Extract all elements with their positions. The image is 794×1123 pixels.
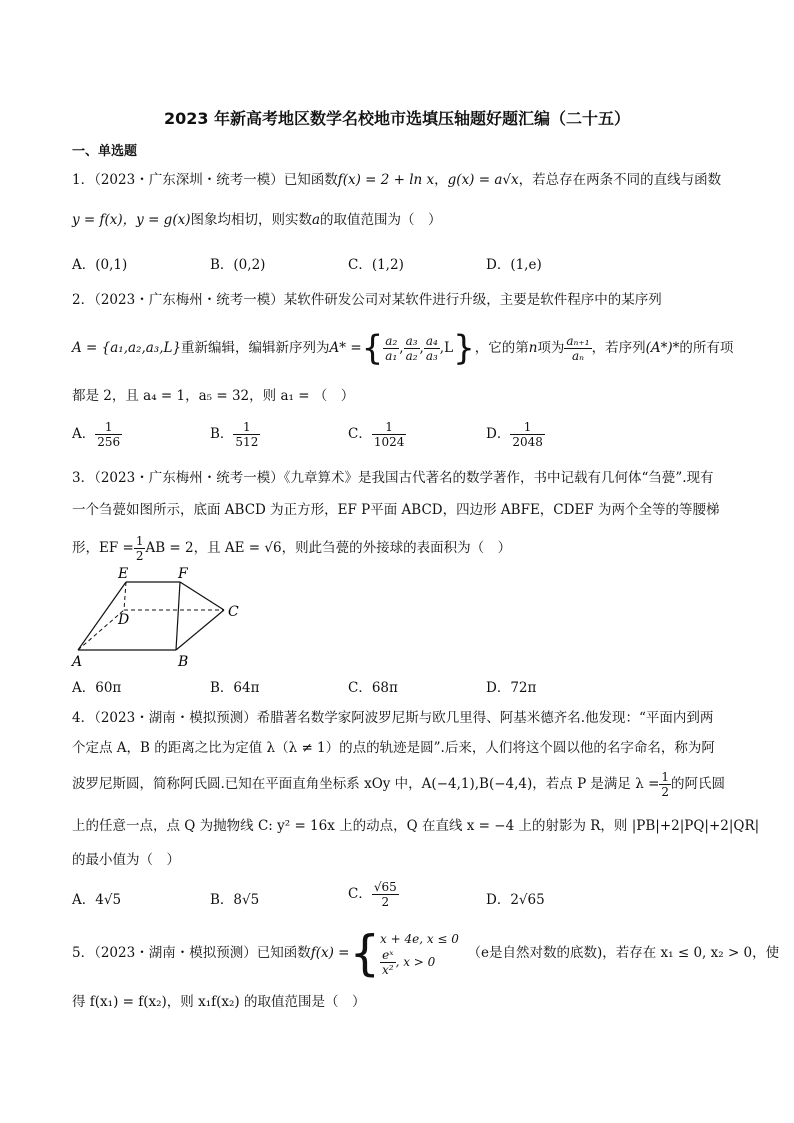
- q3-choice-d: D．72π: [486, 680, 537, 696]
- q5-case2: $\frac{\text{eˣ}}{\text{x²}}$ , x > 0: [382, 948, 436, 977]
- left-brace-icon: {: [361, 328, 384, 369]
- q2-frac-3: $\frac{\text{a₄}}{\text{a₃}}$: [425, 334, 438, 363]
- q1-choice-b: B．(0,2): [210, 257, 266, 273]
- q2-choice-b: B． $\frac{1}{512}$: [210, 420, 259, 449]
- q4-choice-a: A．4√5: [72, 892, 122, 908]
- q1-choices: [72, 253, 722, 273]
- q1-g-expr: g(x) = a√x: [447, 172, 519, 188]
- q1-stem-2: 图象均相切，则实数: [190, 212, 312, 228]
- q1-choice-d: D．(1,e): [486, 257, 542, 273]
- q3-figure: [68, 566, 258, 670]
- q2-text-a: 重新编辑，编辑新序列为: [181, 340, 330, 356]
- q1-functions: y = f(x)，y = g(x): [72, 212, 191, 228]
- q2-text-d: ，若序列: [591, 340, 646, 356]
- q2-text-f: 的所有项: [679, 340, 734, 356]
- q3-frac: $\frac{1}{2}$: [135, 534, 144, 563]
- edge-ed-hidden: [124, 582, 126, 610]
- q4-line2: 个定点 A，B 的距离之比为定值 λ（λ ≠ 1）的点的轨迹是圆”.后来，人们将这个圆以他的名字命名，称为阿: [72, 740, 715, 756]
- q3-line2: 一个刍甍如图所示，底面 ABCD 为正方形，EF P平面 ABCD，四边形 ABFE，CDEF 为两个全等的等腰梯: [72, 502, 720, 518]
- q3-text-a: 形，EF =: [72, 540, 134, 556]
- q3-line3: [72, 530, 722, 566]
- q5-line2: 得 f(x₁) = f(x₂)，则 x₁f(x₂) 的取值范围是（ ）: [72, 994, 366, 1010]
- q3-choices: [72, 676, 722, 696]
- q1-stem-mid: ，若总存在两条不同的直线与函数: [518, 172, 722, 188]
- label-d: D: [118, 612, 130, 628]
- q2-seq-star: A* =: [329, 340, 362, 356]
- q2-choice-c: C． $\frac{1}{1024}$: [348, 420, 405, 449]
- q2-frac-2: $\frac{\text{a₃}}{\text{a₂}}$: [405, 334, 418, 363]
- q2-choice-a: A． $\frac{1}{256}$: [72, 420, 121, 449]
- label-b: B: [178, 654, 189, 670]
- q4-choice-b: B．8√5: [210, 892, 260, 908]
- q4-text-b: 的阿氏圆: [671, 776, 726, 792]
- q3-line1: 3．（2023・广东梅州・统考一模）《九章算术》是我国古代著名的数学著作，书中记载有几何体“刍甍”.现有: [72, 470, 714, 486]
- section-heading: 一、单选题: [72, 144, 138, 159]
- q5-cases: [380, 930, 459, 977]
- q2-line1: 2．（2023・广东梅州・统考一模）某软件研发公司对某软件进行升级，主要是软件程序中的某序列: [72, 292, 662, 308]
- edge-bc: [176, 610, 224, 650]
- q1-line1: 1．（2023・广东深圳・统考一模）已知函数f(x) = 2 + ln x，g(x) = a√x，若总存在两条不同的直线与函数: [72, 172, 722, 188]
- q2-choice-d: D． $\frac{1}{2048}$: [486, 420, 543, 449]
- q4-line4: 上的任意一点，点 Q 为抛物线 C: y² = 16x 上的动点，Q 在直线 x = −4 上的射影为 R，则 |PB|+2|PQ|+2|QR|: [72, 818, 760, 834]
- q2-tail: ,L: [439, 340, 454, 356]
- q3-text-b: AB = 2，且 AE = √6，则此刍甍的外接球的表面积为（ ）: [145, 540, 512, 556]
- edge-fc: [180, 582, 224, 610]
- q4-choice-d: D．2√65: [486, 892, 545, 908]
- q1-stem-end: 的取值范围为（ ）: [320, 212, 442, 228]
- q2-seq-double-star: (A*)*: [645, 340, 680, 356]
- q5-prefix: 5．（2023・湖南・模拟预测）已知函数: [72, 945, 311, 961]
- label-c: C: [228, 604, 239, 620]
- label-a: A: [72, 654, 83, 670]
- q2-text-c: 项为: [537, 340, 565, 356]
- label-f: F: [178, 566, 188, 582]
- q3-choice-a: A．60π: [72, 680, 122, 696]
- q2-line3: 都是 2，且 a₄ = 1，a₅ = 32，则 a₁ = （ ）: [72, 388, 355, 404]
- q5-fx: f(x) =: [310, 945, 350, 961]
- q2-choices: [72, 420, 722, 460]
- page-title: 2023 年新高考地区数学名校地市选填压轴题好题汇编（二十五）: [163, 109, 631, 128]
- q1-f-expr: f(x) = 2 + ln x: [337, 172, 435, 188]
- q1-choice-c: C．(1,2): [348, 257, 404, 273]
- q1-line2: [72, 210, 722, 230]
- q5-mid: （e是自然对数的底数)，若存在 x₁ ≤ 0, x₂ > 0，使: [467, 945, 780, 961]
- q2-var-n: n: [528, 340, 538, 356]
- q2-seq-a: A = {a₁,a₂,a₃,L}: [72, 340, 182, 356]
- piecewise-brace-icon: {: [349, 925, 380, 982]
- q4-line3: [72, 766, 726, 802]
- q4-line5: 的最小值为（ ）: [72, 852, 180, 868]
- q4-text-a: 波罗尼斯圆，简称阿氏圆.已知在平面直角坐标系 xOy 中，A(−4,1),B(−4,4)，若点 P 是满足 λ =: [72, 776, 660, 792]
- q2-text-b: ，它的第: [474, 340, 529, 356]
- q2-frac-nth: $\frac{\text{aₙ₊₁}}{\text{aₙ}}$: [566, 334, 590, 363]
- q2-line2: A = {a₁,a₂,a₃,L}重新编辑，编辑新序列为A* ={ $\frac{\text{a₂}}{\text{a₁}}$ , $\frac{\text{a₃}}{\text{a₂}}$ , $\frac{\text{a₄}}{\text{a₃}}$ ,L}，它的第n项为 $\frac{\text{aₙ₊₁}}{\text{aₙ}}$ ，若序列(A*)*的所有项: [72, 328, 734, 369]
- q4-line1: 4．（2023・湖南・模拟预测）希腊著名数学家阿波罗尼斯与欧几里得、阿基米德齐名.他发现：“平面内到两: [72, 710, 714, 726]
- q3-choice-b: B．64π: [210, 680, 260, 696]
- q4-frac: $\frac{1}{2}$: [661, 770, 670, 799]
- edge-bf: [176, 582, 180, 650]
- right-brace-icon: }: [453, 328, 475, 369]
- q2-frac-1: $\frac{\text{a₂}}{\text{a₁}}$: [385, 334, 398, 363]
- q1-var-a: a: [311, 212, 321, 228]
- q5-line1: [72, 925, 780, 982]
- label-e: E: [118, 566, 129, 582]
- q1-stem-start: 1．（2023・广东深圳・统考一模）已知函数: [72, 172, 338, 188]
- q3-choice-c: C．68π: [348, 680, 398, 696]
- q1-choice-a: A．(0,1): [72, 257, 128, 273]
- q4-choice-c: C． $\frac{√65}{2}$: [348, 880, 397, 909]
- q4-choices: [72, 880, 722, 916]
- q5-case1: x + 4e, x ≤ 0: [380, 932, 459, 946]
